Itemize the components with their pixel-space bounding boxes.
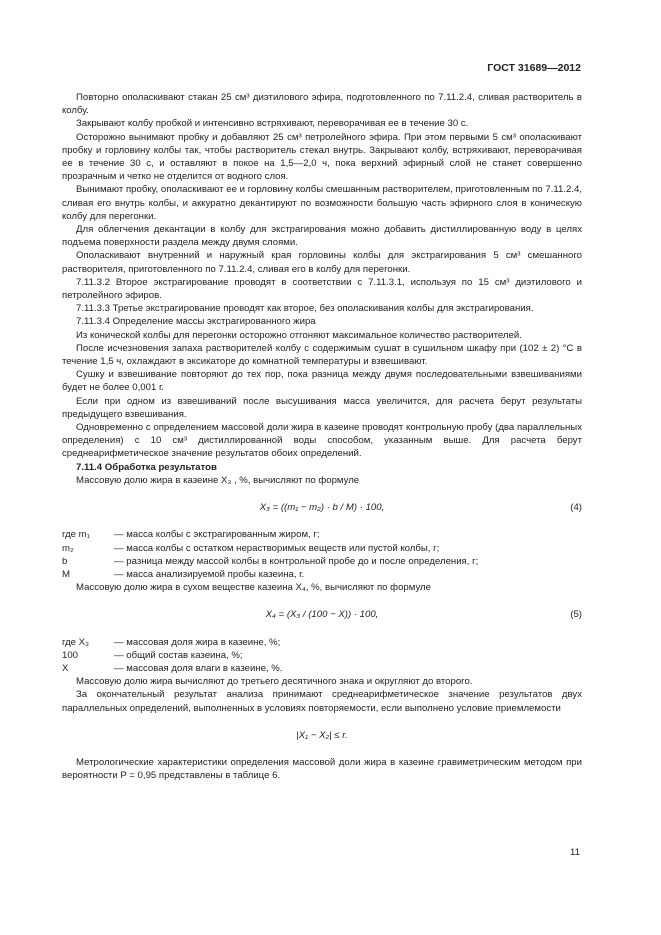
para: Массовую долю жира в казеине X₃ , %, вычисляют по формуле xyxy=(76,474,360,486)
para: После исчезновения запаха растворителей колбу с содержимым сушат в сушильном шкафу при (102 ± 2) °С в течение 1,5 ч, охлаждают в эксикаторе до комнатной температуры и взвешивают. xyxy=(62,342,582,368)
para: Осторожно вынимают пробку и добавляют 25 см³ петролейного эфира. При этом первыми 5 см³ ополаскивают пробку и горловину колбы так, чтобы растворитель стекал внутрь. Закрывают колбу, встряхивают, переворачивая ее в течение 30 с, и оставляют в покое на 1,5—2,0 ч, пока верхний эфирный слой не станет совершенно прозрачным и четко не отделится от водного слоя. xyxy=(62,131,582,183)
para: Одновременно с определением массовой доли жира в казеине проводят контрольную пробу (два параллельных определения) с 10 см³ дистиллированной воды способом, указанным выше. Для расчета берут среднеарифметическое значение результатов обоих определений. xyxy=(62,422,582,460)
para: Для облегчения декантации в колбу для экстрагирования можно добавить дистиллированную воду в целях подъема поверхности раздела между двумя слоями. xyxy=(62,224,582,249)
where-row: M — масса анализируемой пробы казеина, г. xyxy=(62,568,305,580)
section-heading: 7.11.4 Обработка результатов xyxy=(76,461,217,473)
para: Метрологические характеристики определения массовой доли жира в казеине гравиметрическим методом при вероятности P = 0,95 представлены в таблице 6. xyxy=(62,756,582,782)
where-row: где m₁ — масса колбы с экстрагированным жиром, г; xyxy=(62,529,320,541)
para: Вынимают пробку, ополаскивают ее и горловину колбы смешанным растворителем, приготовленным по 7.11.2.4, сливая его внутрь колбы, и аккуратно декантируют по возможности большую часть эфирного слоя в коническую колбу для перегонки. xyxy=(62,184,582,222)
where-row: X — массовая доля влаги в казеине, %. xyxy=(62,662,283,674)
para: Повторно ополаскивают стакан 25 см³ диэтилового эфира, подготовленного по 7.11.2.4, сливая растворитель в колбу. xyxy=(62,92,582,117)
para: Массовую долю жира в сухом веществе казеина X₄, %, вычисляют по формуле xyxy=(76,582,431,594)
formula-4: X₃ = ((m₁ − m₂) · b / M) · 100, (4) xyxy=(259,502,582,514)
para: Массовую долю жира вычисляют до третьего десятичного знака и округляют до второго. xyxy=(76,676,473,688)
where-row: 100 — общий состав казеина, %; xyxy=(62,649,243,661)
para: 7.11.3.3 Третье экстрагирование проводят как второе, без ополаскивания колбы для экстрагирования. xyxy=(76,303,534,315)
para: Закрывают колбу пробкой и интенсивно встряхивают, переворачивая ее в течение 30 с. xyxy=(76,118,469,130)
where-row: b — разница между массой колбы в контрольной пробе до и после определения, г; xyxy=(62,555,479,567)
where-list-2 xyxy=(62,636,582,676)
formula-6: |X₁ − X₂| ≤ r. xyxy=(296,729,348,741)
para: Из конической колбы для перегонки осторожно отгоняют максимальное количество растворителей. xyxy=(76,329,522,341)
para: За окончательный результат анализа принимают среднеарифметическое значение результатов двух параллельных определений, выполненных в условиях повторяемости, если выполнено условие приемлемости xyxy=(62,689,582,714)
para: Сушку и взвешивание повторяют до тех пор, пока разница между двумя последовательными взвешиваниями будет не более 0,001 г. xyxy=(62,369,582,394)
doc-header: ГОСТ 31689—2012 xyxy=(487,62,581,74)
formula-5: X₄ = (X₃ / (100 − X)) · 100, (5) xyxy=(265,609,582,621)
where-row: m₂ — масса колбы с остатком нерастворимых веществ или пустой колбы, г; xyxy=(62,542,440,554)
page-number: 11 xyxy=(570,847,580,858)
where-row: где X₃ — массовая доля жира в казеине, %; xyxy=(62,636,281,648)
para: 7.11.3.2 Второе экстрагирование проводят в соответствии с 7.11.3.1, используя по 15 см³ диэтилового и петролейного эфиров. xyxy=(62,276,582,302)
para: Если при одном из взвешиваний после высушивания масса увеличится, для расчета берут результаты предыдущего взвешивания. xyxy=(62,395,582,420)
body xyxy=(62,91,582,782)
para: 7.11.3.4 Определение массы экстрагированного жира xyxy=(76,316,316,328)
where-list-1 xyxy=(62,528,582,581)
para: Ополаскивают внутренний и наружный края горловины колбы для экстрагирования 5 см³ смешанного растворителя, приготовленного по 7.11.2.4, сливая его в колбу для перегонки. xyxy=(62,250,582,275)
